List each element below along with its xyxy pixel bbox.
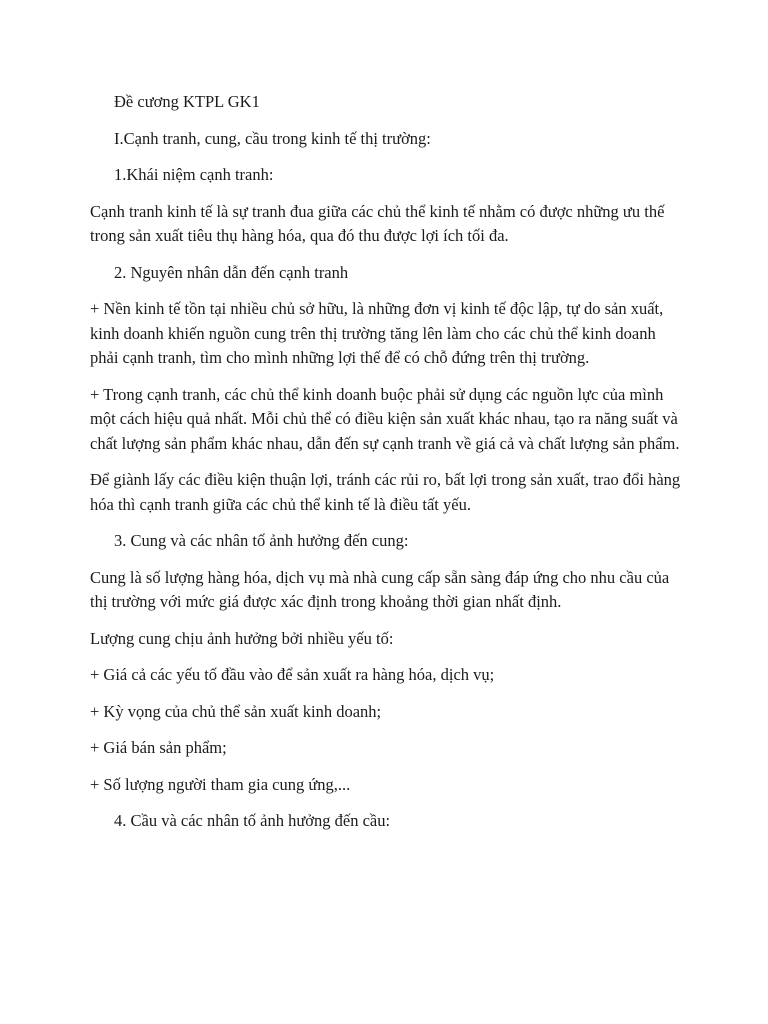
paragraph-6: Lượng cung chịu ảnh hưởng bởi nhiều yếu tố: <box>90 628 394 648</box>
document-title: Đề cương KTPL GK1 <box>114 92 260 111</box>
bullet-item-1: + Giá cả các yếu tố đầu vào để sản xuất ra hàng hóa, dịch vụ; <box>90 665 495 684</box>
bullet-item-3: + Giá bán sản phẩm; <box>90 738 227 757</box>
paragraph-2: + Nền kinh tế tồn tại nhiều chủ sở hữu, là những đơn vị kinh tế độc lập, tự do sản xuất, kinh doanh khiến nguồn cung trên thị trường tăng lên làm cho các chủ thể kinh doanh phải cạnh tranh, tìm cho mình những lợi thế để có chỗ đứng trên thị trường. <box>90 299 664 367</box>
subheading-1: 1.Khái niệm cạnh tranh: <box>114 165 274 184</box>
subheading-4: 4. Cầu và các nhân tố ảnh hưởng đến cầu: <box>114 811 391 830</box>
paragraph-1: Cạnh tranh kinh tế là sự tranh đua giữa các chủ thể kinh tế nhằm có được những ưu thế trong sản xuất tiêu thụ hàng hóa, qua đó thu được lợi ích tối đa. <box>90 201 665 245</box>
paragraph-4: Để giành lấy các điều kiện thuận lợi, tránh các rủi ro, bất lợi trong sản xuất, trao đổi hàng hóa thì cạnh tranh giữa các chủ thể kinh tế là điều tất yếu. <box>90 470 681 514</box>
paragraph-3: + Trong cạnh tranh, các chủ thể kinh doanh buộc phải sử dụng các nguồn lực của mình một cách hiệu quả nhất. Mỗi chủ thể có điều kiện sản xuất khác nhau, tạo ra năng suất và chất lượng sản phẩm khác nhau, dẫn đến sự cạnh tranh về giá cả và chất lượng sản phẩm. <box>90 384 680 453</box>
bullet-item-2: + Kỳ vọng của chủ thể sản xuất kinh doanh; <box>90 701 382 721</box>
paragraph-5: Cung là số lượng hàng hóa, dịch vụ mà nhà cung cấp sẵn sàng đáp ứng cho nhu cầu của thị trường với mức giá được xác định trong khoảng thời gian nhất định. <box>90 567 670 611</box>
section-heading-1: I.Cạnh tranh, cung, cầu trong kinh tế thị trường: <box>114 128 431 148</box>
subheading-2: 2. Nguyên nhân dẫn đến cạnh tranh <box>114 262 349 282</box>
subheading-3: 3. Cung và các nhân tố ảnh hưởng đến cung: <box>114 531 409 550</box>
bullet-item-4: + Số lượng người tham gia cung ứng,... <box>90 774 351 794</box>
